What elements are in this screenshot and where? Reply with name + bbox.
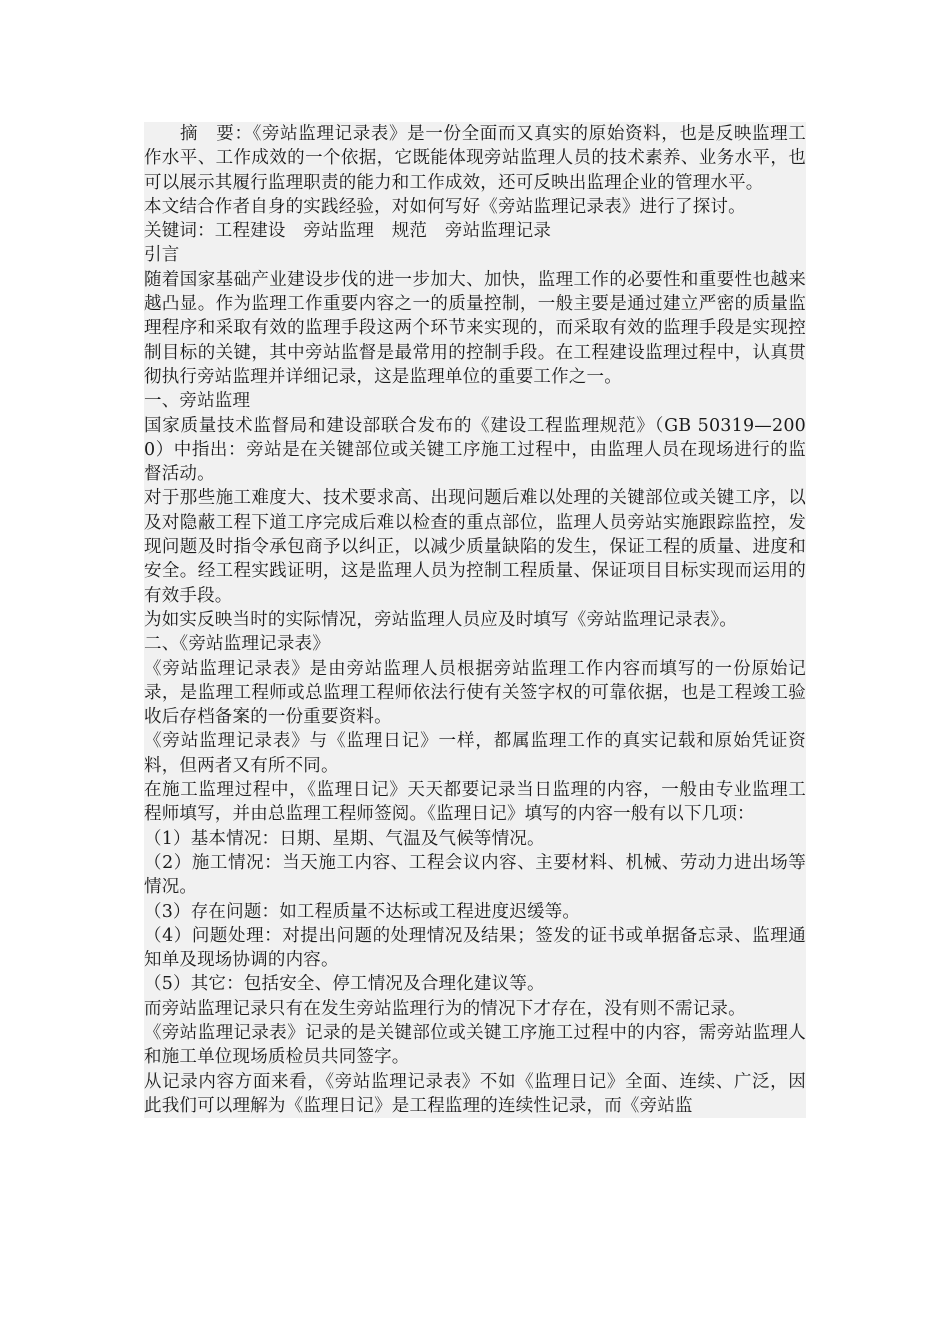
section-heading-1: 一、旁站监理 <box>144 391 251 412</box>
body-paragraph: 为如实反映当时的实际情况，旁站监理人员应及时填写《旁站监理记录表》。 <box>144 609 738 630</box>
body-paragraph: 《旁站监理记录表》记录的是关键部位或关键工序施工过程中的内容，需旁站监理人和施工单位现场质检员共同签字。 <box>144 1022 806 1068</box>
keywords-line: 关键词：工程建设 旁站监理 规范 旁站监理记录 <box>144 221 552 242</box>
body-paragraph: 随着国家基础产业建设步伐的进一步加大、加快，监理工作的必要性和重要性也越来越凸显。作为监理工作重要内容之一的质量控制，一般主要是通过建立严密的质量监理程序和采取有效的监理手段这两个环节来实现的，而采取有效的监理手段是实现控制目标的关键，其中旁站监督是最常用的控制手段。在工程建设监理过程中，认真贯彻执行旁站监理并详细记录，这是监理单位的重要工作之一。 <box>144 269 806 387</box>
document-body <box>144 122 806 1118</box>
body-paragraph: 从记录内容方面来看，《旁站监理记录表》不如《监理日记》全面、连续、广泛，因此我们可以理解为《监理日记》是工程监理的连续性记录，而《旁站监 <box>144 1071 806 1116</box>
body-paragraph: 而旁站监理记录只有在发生旁站监理行为的情况下才存在，没有则不需记录。 <box>144 998 746 1019</box>
section-heading-2: 二、《旁站监理记录表》 <box>144 634 330 655</box>
body-paragraph: 在施工监理过程中，《监理日记》天天都要记录当日监理的内容，一般由专业监理工程师填写，并由总监理工程师签阅。《监理日记》填写的内容一般有以下几项： <box>144 780 806 825</box>
list-item: （5）其它：包括安全、停工情况及合理化建议等。 <box>144 974 545 995</box>
list-item: （3）存在问题：如工程质量不达标或工程进度迟缓等。 <box>144 901 581 922</box>
body-paragraph: 《旁站监理记录表》是由旁站监理人员根据旁站监理工作内容而填写的一份原始记录，是监理工程师或总监理工程师依法行使有关签字权的可靠依据，也是工程竣工验收后存档备案的一份重要资料。 <box>144 658 806 728</box>
list-item: （4）问题处理：对提出问题的处理情况及结果；签发的证书或单据备忘录、监理通知单及现场协调的内容。 <box>144 925 806 971</box>
abstract-paragraph: 摘 要：《旁站监理记录表》是一份全面而又真实的原始资料，也是反映监理工作水平、工作成效的一个依据，它既能体现旁站监理人员的技术素养、业务水平，也可以展示其履行监理职责的能力和工作成效，还可反映出监理企业的管理水平。 <box>144 124 806 193</box>
list-item: （1）基本情况：日期、星期、气温及气候等情况。 <box>144 828 545 849</box>
section-heading-introduction: 引言 <box>144 245 180 266</box>
abstract-summary: 本文结合作者自身的实践经验，对如何写好《旁站监理记录表》进行了探讨。 <box>144 196 746 217</box>
body-paragraph: 对于那些施工难度大、技术要求高、出现问题后难以处理的关键部位或关键工序，以及对隐蔽工程下道工序完成后难以检查的重点部位，监理人员旁站实施跟踪监控，发现问题及时指令承包商予以纠正，以减少质量缺陷的发生，保证工程的质量、进度和安全。经工程实践证明，这是监理人员为控制工程质量、保证项目目标实现而运用的有效手段。 <box>144 488 806 606</box>
body-paragraph: 国家质量技术监督局和建设部联合发布的《建设工程监理规范》（GB 50319—2000）中指出：旁站是在关键部位或关键工序施工过程中，由监理人员在现场进行的监督活动。 <box>144 415 806 485</box>
list-item: （2）施工情况：当天施工内容、工程会议内容、主要材料、机械、劳动力进出场等情况。 <box>144 852 806 898</box>
body-paragraph: 《旁站监理记录表》与《监理日记》一样，都属监理工作的真实记载和原始凭证资料，但两者又有所不同。 <box>144 731 806 776</box>
